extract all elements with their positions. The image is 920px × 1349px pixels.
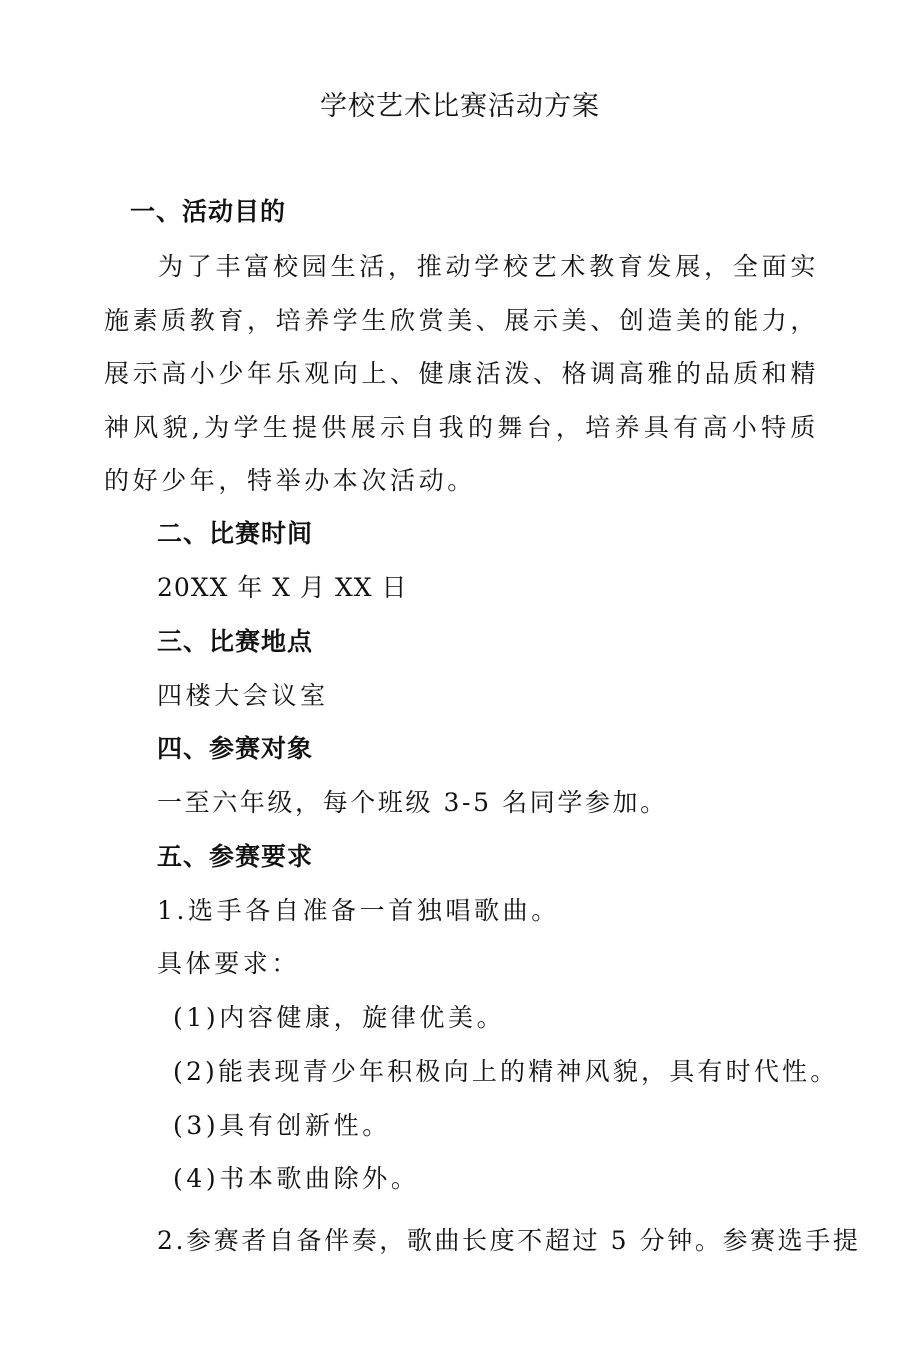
specific-requirements-label: 具体要求：	[157, 949, 301, 978]
competition-location: 四楼大会议室	[157, 681, 329, 710]
sub-requirement-1: (1)内容健康，旋律优美。	[173, 1003, 506, 1032]
section-heading-purpose: 一、活动目的	[130, 197, 287, 226]
requirement-item-1: 1.选手各自准备一首独唱歌曲。	[157, 896, 560, 925]
section-heading-participants: 四、参赛对象	[157, 734, 314, 763]
section-heading-requirements: 五、参赛要求	[157, 842, 314, 871]
section-heading-time: 二、比赛时间	[157, 519, 314, 548]
sub-requirement-4: (4)书本歌曲除外。	[173, 1164, 420, 1193]
sub-requirement-3: (3)具有创新性。	[173, 1111, 391, 1140]
competition-date: 20XX 年 X 月 XX 日	[157, 573, 408, 602]
participants-text: 一至六年级，每个班级 3-5 名同学参加。	[157, 788, 668, 817]
requirement-item-2: 2.参赛者自备伴奏，歌曲长度不超过 5 分钟。参赛选手提	[157, 1226, 861, 1255]
section-heading-location: 三、比赛地点	[157, 627, 314, 656]
document-title: 学校艺术比赛活动方案	[320, 91, 600, 122]
sub-requirement-2: (2)能表现青少年积极向上的精神风貌，具有时代性。	[173, 1057, 839, 1086]
purpose-paragraph: 为了丰富校园生活，推动学校艺术教育发展，全面实施素质教育，培养学生欣赏美、展示美、创造美的能力，展示高小少年乐观向上、健康活泼、格调高雅的品质和精神风貌,为学生提供展示自我的舞台，培养具有高小特质的好少年，特举办本次活动。	[104, 252, 820, 495]
